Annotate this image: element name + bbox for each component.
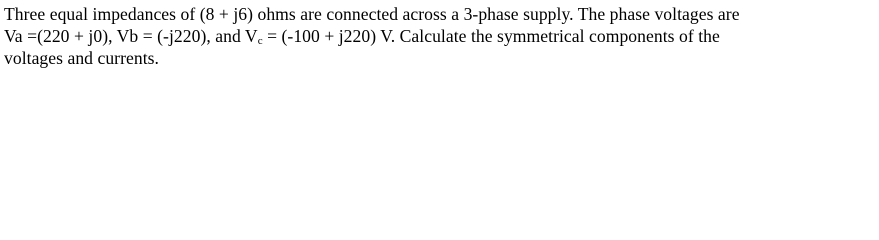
problem-line-3: voltages and currents.	[4, 48, 159, 68]
vc-subscript: c	[257, 35, 263, 47]
problem-line-2	[4, 25, 876, 47]
problem-line-2-end: = (-100 + j220) V. Calculate the symmetrical components of the	[262, 26, 720, 46]
problem-statement	[4, 3, 876, 69]
problem-line-2-start: Va =(220 + j0), Vb = (-j220), and V	[4, 26, 258, 46]
problem-line-1: Three equal impedances of (8 + j6) ohms are connected across a 3-phase supply. The phase voltages are	[4, 4, 740, 24]
